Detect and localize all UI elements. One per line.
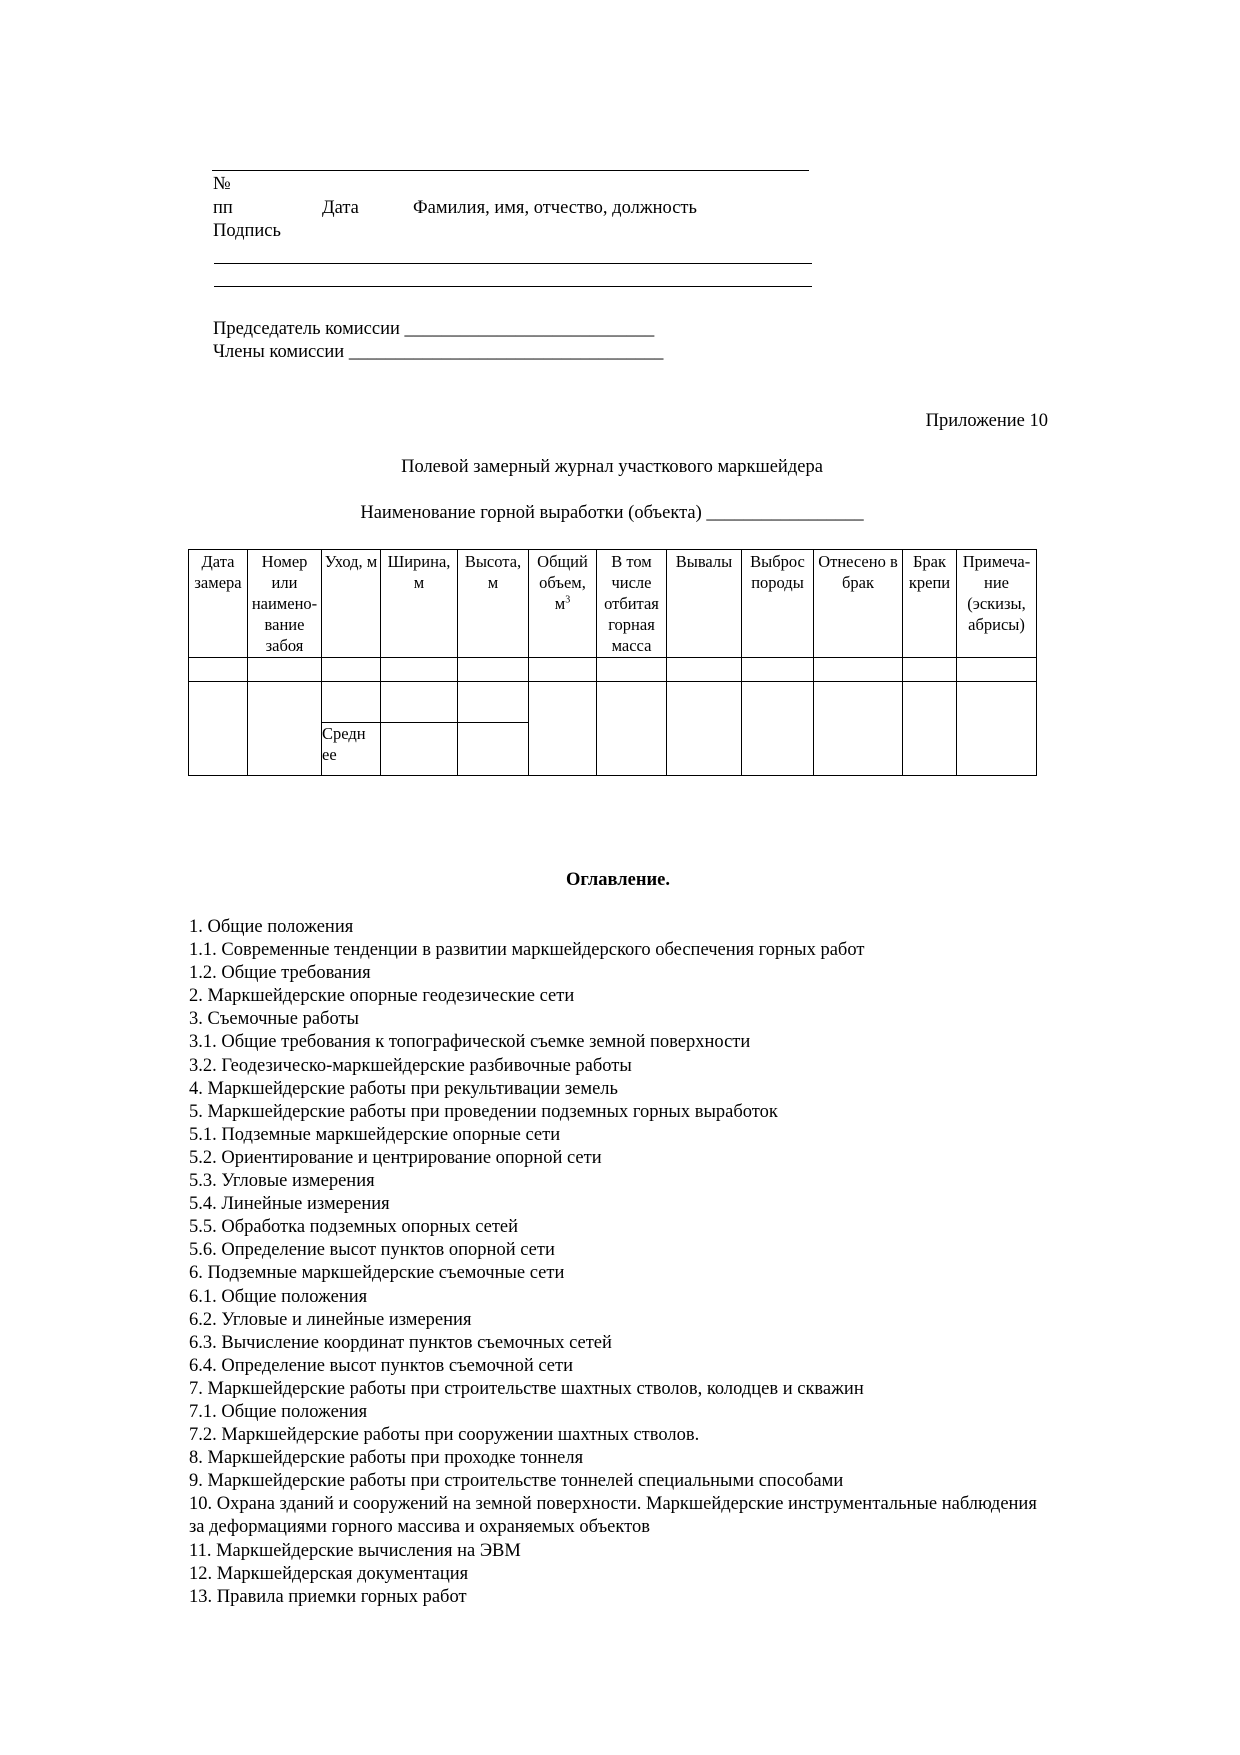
toc-item: 5.5. Обработка подземных опорных сетей — [189, 1217, 519, 1238]
header-notes: Примечание (эскизы, абрисы) — [957, 550, 1037, 658]
toc-item: 1.2. Общие требования — [189, 963, 371, 984]
width-average-cell — [381, 682, 458, 776]
toc-item: 6. Подземные маркшейдерские съемочные сети — [189, 1263, 565, 1284]
height-average-cell — [458, 682, 529, 776]
signature-label: Подпись — [213, 221, 281, 241]
signature-rule-1 — [214, 263, 812, 264]
toc-item: 5. Маркшейдерские работы при проведении подземных горных выработок — [189, 1101, 778, 1122]
appendix-title: Полевой замерный журнал участкового маркшейдера — [401, 457, 823, 477]
toc-item: 1.1. Современные тенденции в развитии маркшейдерского обеспечения горных работ — [189, 940, 865, 961]
advance-average-cell — [322, 682, 381, 776]
average-label: Средн ее — [322, 724, 366, 764]
toc-item: 5.4. Линейные измерения — [189, 1194, 390, 1215]
toc-item: 5.3. Угловые измерения — [189, 1171, 375, 1192]
toc-item: 13. Правила приемки горных работ — [189, 1586, 467, 1607]
toc-item: 6.1. Общие положения — [189, 1286, 368, 1307]
toc-item: 3. Съемочные работы — [189, 1009, 359, 1030]
header-advance: Уход, м — [322, 550, 381, 658]
table-row — [189, 682, 1037, 776]
object-name-line: Наименование горной выработки (объекта) _________________ — [360, 503, 864, 523]
chairman-line: Председатель комиссии ___________________________ — [213, 319, 655, 339]
header-date: Дата замера — [189, 550, 248, 658]
toc-title: Оглавление. — [566, 870, 670, 890]
header-face-number: Номер или наименование забоя — [248, 550, 322, 658]
toc-item: 4. Маркшейдерские работы при рекультивации земель — [189, 1078, 618, 1099]
toc-item: 8. Маркшейдерские работы при проходке тоннеля — [189, 1448, 584, 1469]
journal-header-row — [189, 550, 1037, 658]
toc-item: 6.3. Вычисление координат пунктов съемочных сетей — [189, 1332, 612, 1353]
header-height: Высота, м — [458, 550, 529, 658]
name-label: Фамилия, имя, отчество, должность — [413, 198, 697, 218]
header-width: Ширина, м — [381, 550, 458, 658]
signature-top-rule — [212, 170, 809, 171]
header-rejected: Отнесено в брак — [814, 550, 903, 658]
members-line: Члены комиссии __________________________________ — [213, 342, 664, 362]
toc-item: 7.2. Маркшейдерские работы при сооружении шахтных стволов. — [189, 1425, 700, 1446]
pp-label: пп — [213, 198, 233, 218]
appendix-label: Приложение 10 — [925, 411, 1048, 431]
toc-list — [189, 916, 1049, 1609]
toc-item: 1. Общие положения — [189, 917, 354, 937]
toc-item: 9. Маркшейдерские работы при строительстве тоннелей специальными способами — [189, 1471, 844, 1492]
sum-line — [381, 722, 457, 723]
sum-line — [458, 722, 528, 723]
toc-item: 5.2. Ориентирование и центрирование опорной сети — [189, 1147, 602, 1168]
toc-item: 11. Маркшейдерские вычисления на ЭВМ — [189, 1540, 521, 1561]
header-support-defect: Брак крепи — [903, 550, 957, 658]
volume-superscript: 3 — [565, 594, 571, 606]
toc-item: 5.6. Определение высот пунктов опорной сети — [189, 1240, 555, 1261]
journal-table — [188, 549, 1037, 776]
num-label: № — [213, 174, 231, 194]
table-row — [189, 658, 1037, 682]
toc-item: 12. Маркшейдерская документация — [189, 1563, 469, 1584]
toc-item: 10. Охрана зданий и сооружений на земной поверхности. Маркшейдерские инструментальные наблюдения за деформациями горного массива и охраняемых объектов — [189, 1494, 1037, 1538]
toc-item: 2. Маркшейдерские опорные геодезические сети — [189, 986, 575, 1007]
toc-item: 5.1. Подземные маркшейдерские опорные сети — [189, 1124, 561, 1145]
header-broken-mass: В том числе отбитая горная масса — [597, 550, 667, 658]
toc-item: 7.1. Общие положения — [189, 1401, 368, 1422]
header-rock-outburst: Выброс породы — [742, 550, 814, 658]
signature-rule-2 — [214, 286, 812, 287]
toc-item: 7. Маркшейдерские работы при строительстве шахтных стволов, колодцев и скважин — [189, 1378, 864, 1399]
toc-item: 3.2. Геодезическо-маркшейдерские разбивочные работы — [189, 1055, 632, 1076]
toc-item: 6.2. Угловые и линейные измерения — [189, 1309, 472, 1330]
toc-item: 6.4. Определение высот пунктов съемочной сети — [189, 1355, 573, 1376]
date-label: Дата — [322, 198, 359, 218]
toc-item: 3.1. Общие требования к топографической съемке земной поверхности — [189, 1032, 751, 1053]
header-volume: Общий объем, $м^3$ — [529, 550, 597, 658]
header-caving: Вывалы — [667, 550, 742, 658]
